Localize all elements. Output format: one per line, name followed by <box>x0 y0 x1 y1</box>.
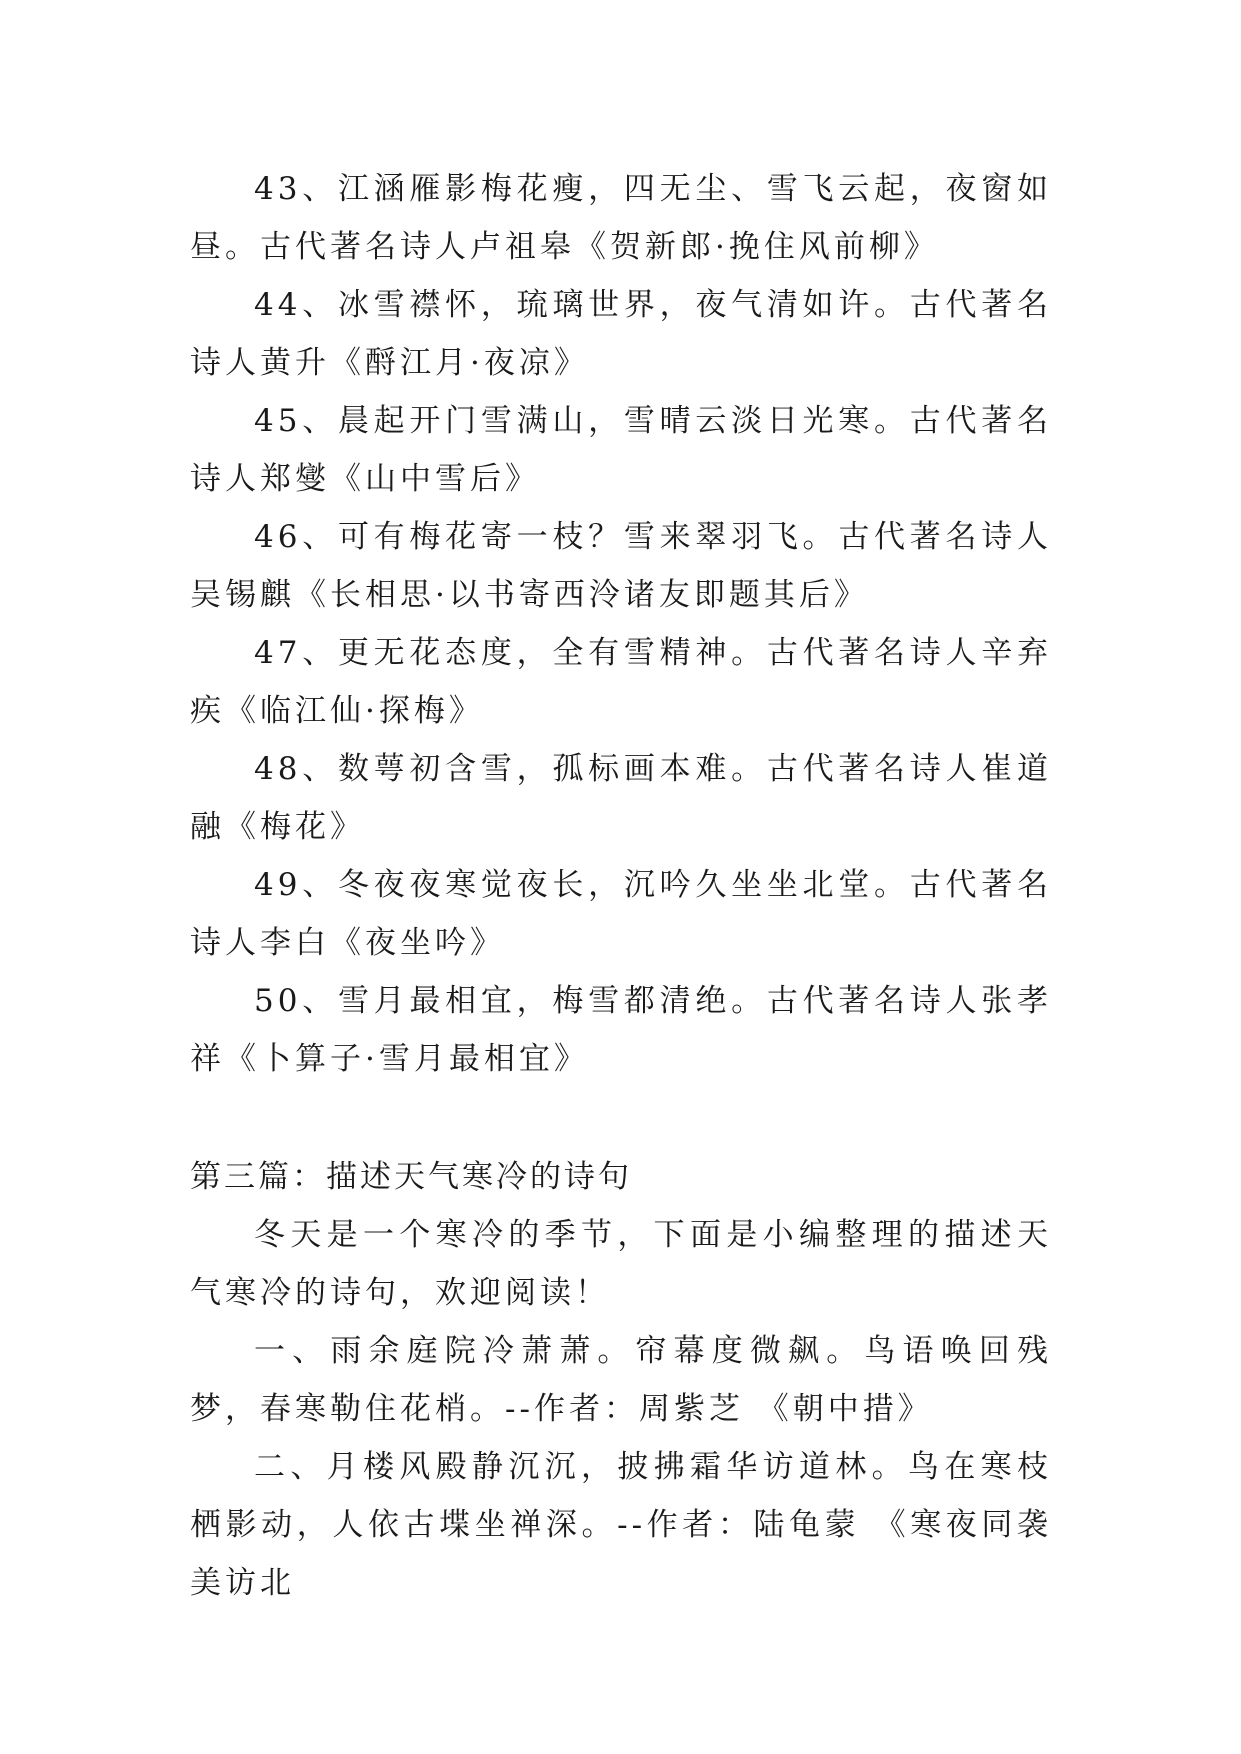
poem-line: 冬夜夜寒觉夜长，沉吟久坐坐北堂。 <box>337 867 910 903</box>
poem-number: 45 <box>254 403 302 439</box>
poem-item-45: 45、晨起开门雪满山，雪晴云淡日光寒。古代著名诗人郑燮《山中雪后》 <box>190 403 1053 497</box>
poem-item-43: 43、江涵雁影梅花瘦，四无尘、雪飞云起，夜窗如昼。古代著名诗人卢祖皋《贺新郎·挽住风前柳》 <box>190 171 1053 265</box>
poem-line: 雪月最相宜，梅雪都清绝。 <box>337 983 767 1019</box>
poem-number: 43 <box>254 171 302 207</box>
poem-item-47: 47、更无花态度，全有雪精神。古代著名诗人辛弃疾《临江仙·探梅》 <box>190 635 1053 729</box>
poem-number: 50 <box>254 983 302 1019</box>
poem-line: 可有梅花寄一枝？雪来翠羽飞。 <box>337 519 839 555</box>
poem-source: 古代著名诗人张孝祥《卜算子·雪月最相宜》 <box>190 983 1053 1077</box>
poem-source: 古代著名诗人崔道融《梅花》 <box>190 751 1053 845</box>
poem-number: 44 <box>254 287 302 323</box>
poem-item-49: 49、冬夜夜寒觉夜长，沉吟久坐坐北堂。古代著名诗人李白《夜坐吟》 <box>190 867 1053 961</box>
poem-line: 更无花态度，全有雪精神。 <box>337 635 767 671</box>
poem-source: 古代著名诗人吴锡麒《长相思·以书寄西泠诸友即题其后》 <box>190 519 1053 613</box>
poem-number: 48 <box>254 751 302 787</box>
poem-line: 数萼初含雪，孤标画本难。 <box>337 751 767 787</box>
poem-line: 江涵雁影梅花瘦，四无尘、雪飞云起，夜窗如昼。 <box>190 171 1053 265</box>
entry-label: 一、 <box>254 1333 331 1369</box>
poem-item-44: 44、冰雪襟怀，琉璃世界，夜气清如许。古代著名诗人黄升《酹江月·夜凉》 <box>190 287 1053 381</box>
intro-paragraph: 冬天是一个寒冷的季节，下面是小编整理的描述天气寒冷的诗句，欢迎阅读！ <box>190 1217 1052 1311</box>
entry-item-1 <box>190 1322 1052 1438</box>
poem-source: 古代著名诗人郑燮《山中雪后》 <box>190 403 1053 497</box>
section-heading: 第三篇：描述天气寒冷的诗句 <box>190 1159 632 1195</box>
poem-source: 古代著名诗人李白《夜坐吟》 <box>190 867 1053 961</box>
poem-line: 冰雪襟怀，琉璃世界，夜气清如许。 <box>337 287 910 323</box>
poem-item-50: 50、雪月最相宜，梅雪都清绝。古代著名诗人张孝祥《卜算子·雪月最相宜》 <box>190 983 1053 1077</box>
poem-source: 古代著名诗人卢祖皋《贺新郎·挽住风前柳》 <box>260 229 939 265</box>
poem-number: 49 <box>254 867 302 903</box>
poem-source: 古代著名诗人黄升《酹江月·夜凉》 <box>190 287 1053 381</box>
poem-item-48: 48、数萼初含雪，孤标画本难。古代著名诗人崔道融《梅花》 <box>190 751 1053 845</box>
poem-source: 古代著名诗人辛弃疾《临江仙·探梅》 <box>190 635 1053 729</box>
poem-number: 47 <box>254 635 302 671</box>
entry-text: 雨余庭院冷萧萧。帘幕度微飙。鸟语唤回残梦，春寒勒住花梢。--作者：周紫芝 《朝中措》 <box>190 1333 1053 1427</box>
poem-item-46: 46、可有梅花寄一枝？雪来翠羽飞。古代著名诗人吴锡麒《长相思·以书寄西泠诸友即题其后》 <box>190 519 1053 613</box>
poem-line: 晨起开门雪满山，雪晴云淡日光寒。 <box>337 403 910 439</box>
entry-item-2 <box>190 1438 1052 1612</box>
document-page <box>190 160 1052 1612</box>
poem-number: 46 <box>254 519 302 555</box>
entry-text: 月楼风殿静沉沉，披拂霜华访道林。鸟在寒枝栖影动，人依古堞坐禅深。--作者：陆龟蒙 《寒夜同袭美访北 <box>190 1449 1053 1601</box>
entry-label: 二、 <box>254 1449 327 1485</box>
